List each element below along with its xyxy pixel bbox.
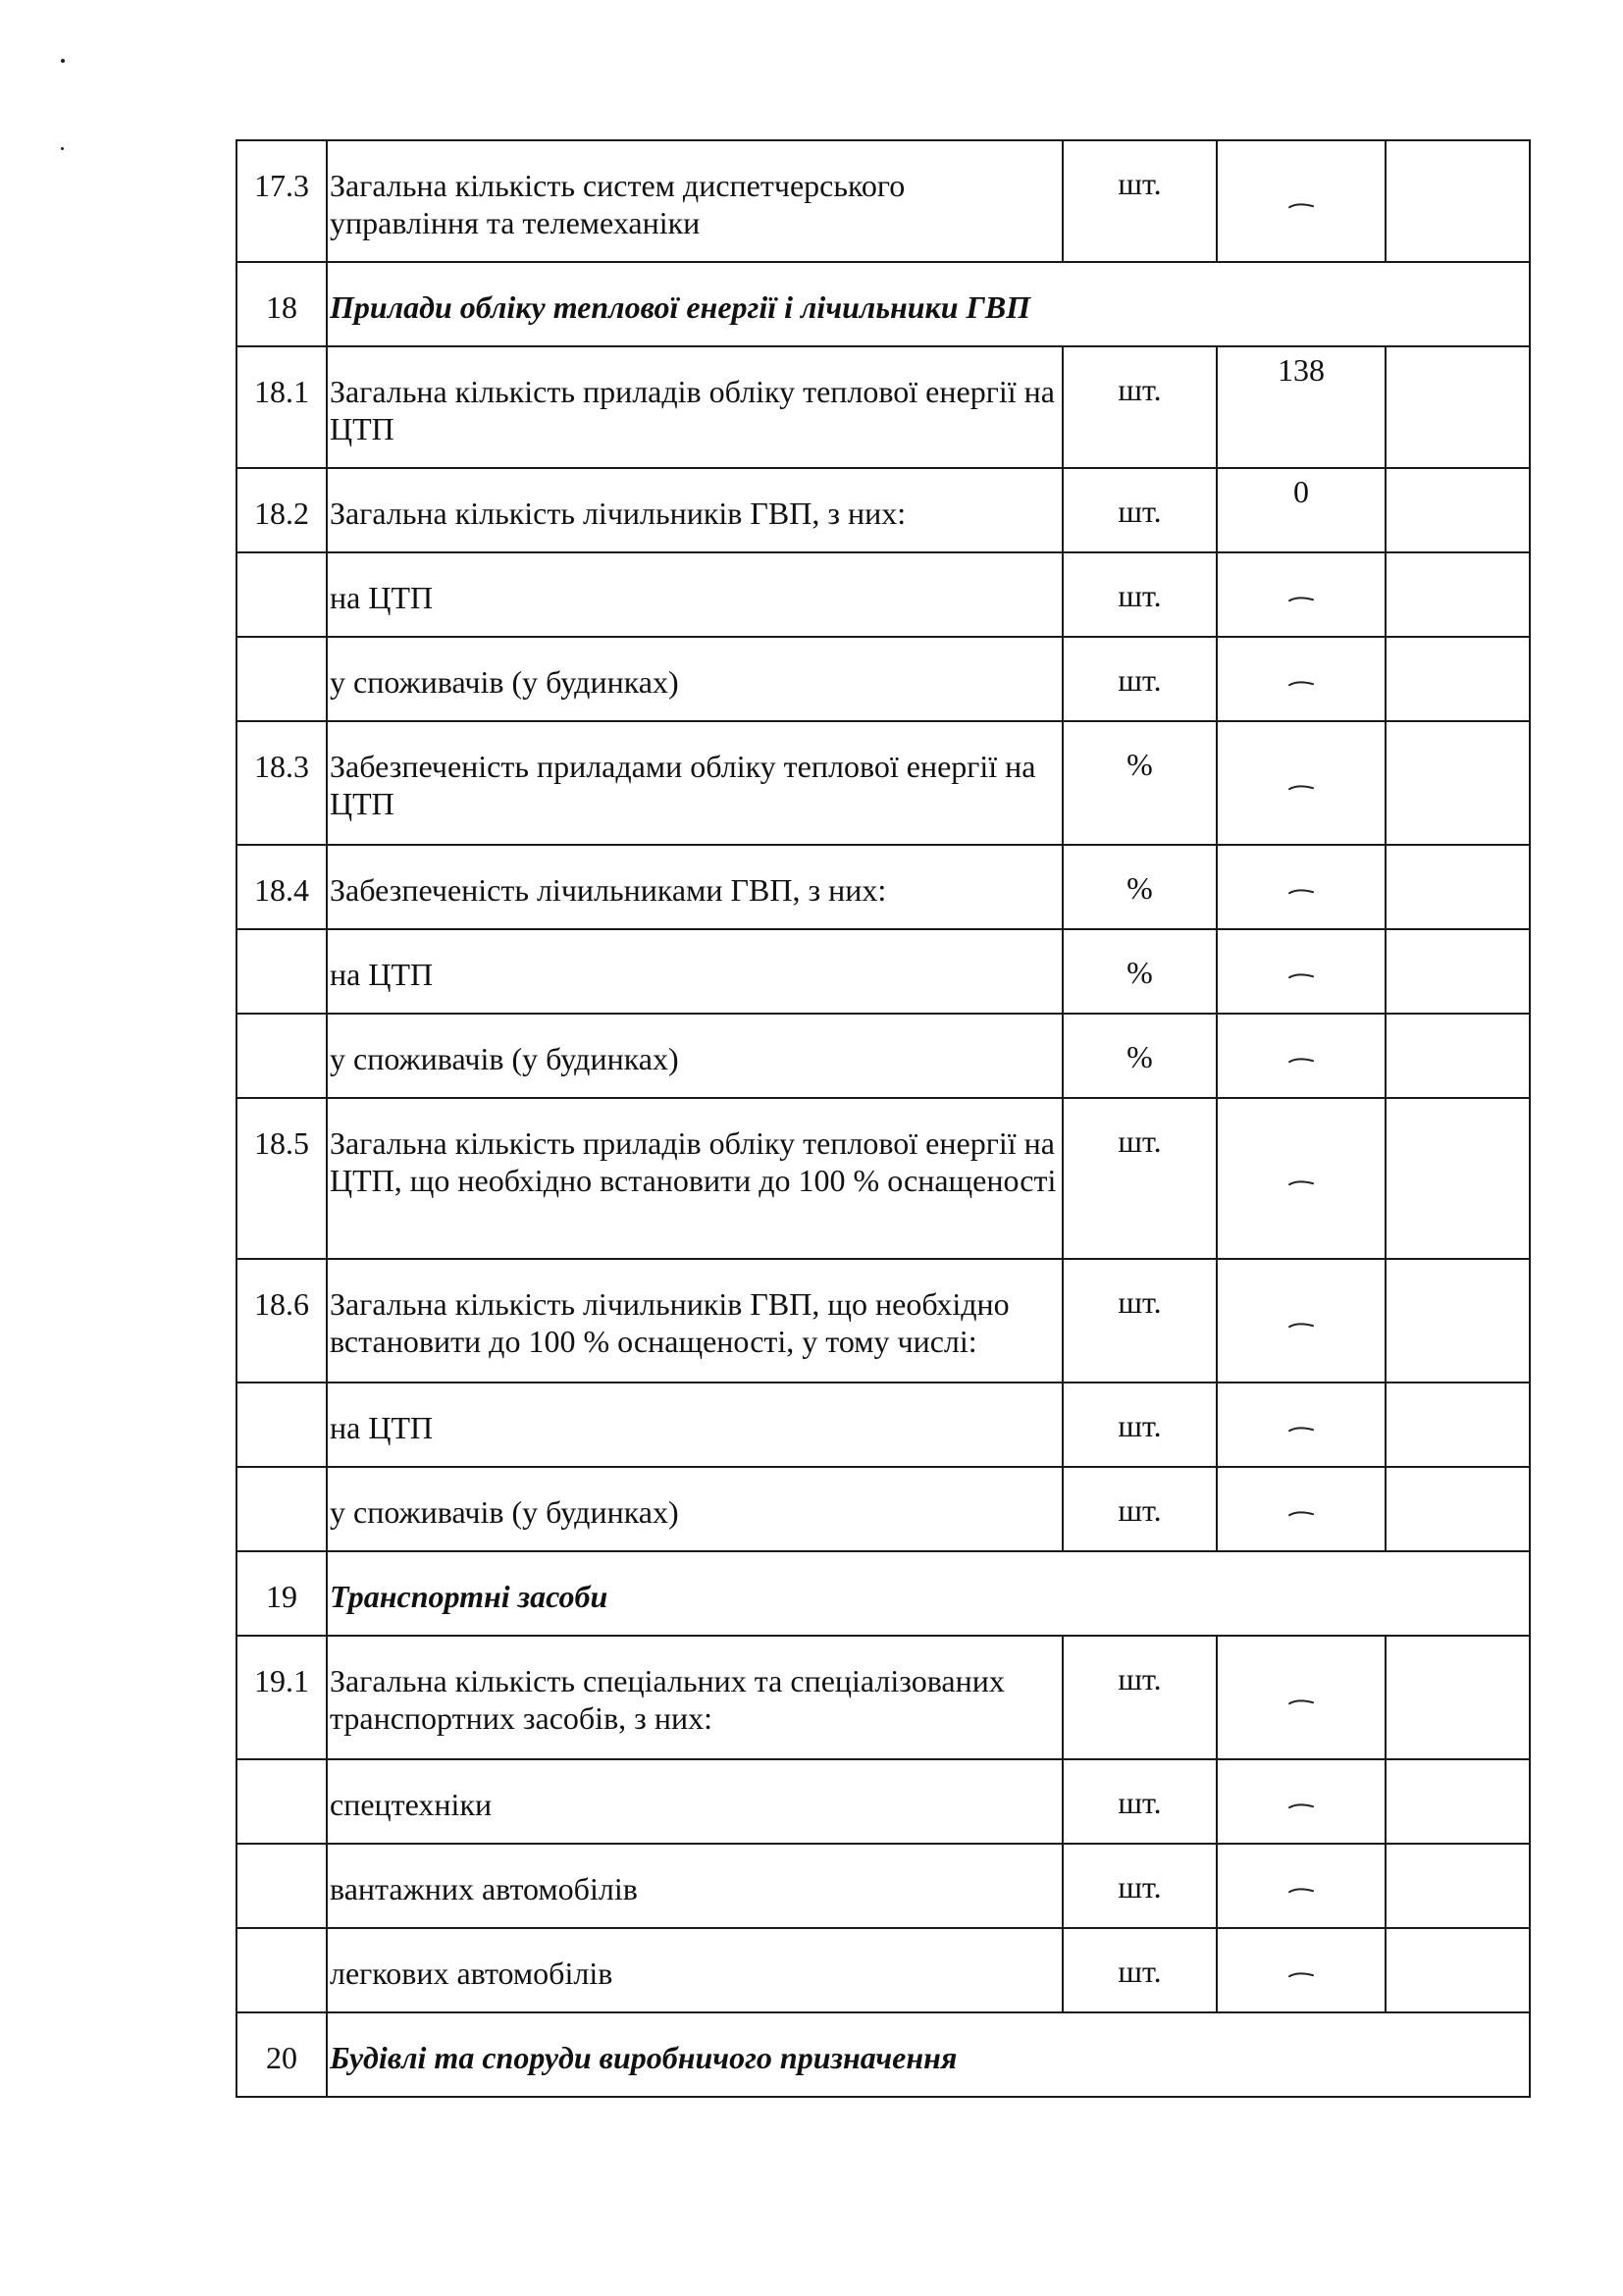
value-cell	[1217, 468, 1386, 552]
handwritten-dash-icon	[1286, 884, 1316, 898]
row-number: 18.1	[236, 346, 327, 468]
table-row	[236, 721, 1530, 845]
indicator-name: вантажних автомобілів	[327, 1844, 1063, 1928]
handwritten-dash-icon	[1286, 1799, 1316, 1812]
indicator-name: на ЦТП	[327, 552, 1063, 637]
unit-cell: шт.	[1063, 1383, 1217, 1467]
unit-cell: шт.	[1063, 1098, 1217, 1259]
section-row	[236, 2012, 1530, 2097]
row-number: 19	[236, 1551, 327, 1636]
row-number	[236, 1844, 327, 1928]
value-cell	[1217, 929, 1386, 1014]
value-cell	[1217, 1467, 1386, 1551]
row-number	[236, 1928, 327, 2012]
indicator-name: Загальна кількість приладів обліку теплової енергії на ЦТП	[327, 346, 1063, 468]
empty-cell	[1386, 929, 1530, 1014]
value-cell	[1217, 845, 1386, 929]
row-number: 18.2	[236, 468, 327, 552]
section-row	[236, 1551, 1530, 1636]
row-number	[236, 1467, 327, 1551]
empty-cell	[1386, 1383, 1530, 1467]
indicator-name: спецтехніки	[327, 1759, 1063, 1844]
empty-cell	[1386, 346, 1530, 468]
empty-cell	[1386, 1759, 1530, 1844]
unit-cell: %	[1063, 1014, 1217, 1098]
handwritten-dash-icon	[1286, 198, 1316, 212]
value-cell	[1217, 721, 1386, 845]
value-cell	[1217, 637, 1386, 721]
row-number: 18	[236, 262, 327, 346]
table-row	[236, 140, 1530, 262]
document-page	[236, 139, 1529, 2098]
unit-cell: шт.	[1063, 1467, 1217, 1551]
value-cell	[1217, 1383, 1386, 1467]
table-row	[236, 845, 1530, 929]
section-title: Будівлі та споруди виробничого призначення	[327, 2012, 1530, 2097]
indicator-name: Загальна кількість приладів обліку теплової енергії на ЦТП, що необхідно встановити до 100 % оснащеності	[327, 1098, 1063, 1259]
indicator-name: Забезпеченість приладами обліку теплової енергії на ЦТП	[327, 721, 1063, 845]
value-cell	[1217, 1098, 1386, 1259]
indicator-name: на ЦТП	[327, 1383, 1063, 1467]
empty-cell	[1386, 1467, 1530, 1551]
unit-cell: шт.	[1063, 346, 1217, 468]
handwritten-dash-icon	[1286, 968, 1316, 982]
unit-cell: шт.	[1063, 637, 1217, 721]
row-number	[236, 1759, 327, 1844]
handwritten-dash-icon	[1286, 1506, 1316, 1520]
unit-cell: шт.	[1063, 1844, 1217, 1928]
indicator-name: Загальна кількість систем диспетчерського управління та телемеханіки	[327, 140, 1063, 262]
table-row	[236, 1844, 1530, 1928]
value-number: 138	[1278, 352, 1325, 388]
unit-cell: %	[1063, 721, 1217, 845]
indicators-table	[236, 139, 1531, 2098]
value-cell	[1217, 1014, 1386, 1098]
value-number: 0	[1293, 474, 1309, 509]
unit-cell: шт.	[1063, 1636, 1217, 1759]
unit-cell: шт.	[1063, 468, 1217, 552]
section-title: Прилади обліку теплової енергії і лічильники ГВП	[327, 262, 1530, 346]
value-cell	[1217, 1636, 1386, 1759]
row-number: 17.3	[236, 140, 327, 262]
handwritten-dash-icon	[1286, 1695, 1316, 1708]
indicator-name: у споживачів (у будинках)	[327, 1467, 1063, 1551]
table-row	[236, 1014, 1530, 1098]
table-row	[236, 468, 1530, 552]
row-number	[236, 552, 327, 637]
table-row	[236, 1759, 1530, 1844]
value-cell	[1217, 346, 1386, 468]
empty-cell	[1386, 1844, 1530, 1928]
value-cell	[1217, 140, 1386, 262]
table-body	[236, 140, 1530, 2097]
empty-cell	[1386, 721, 1530, 845]
row-number	[236, 637, 327, 721]
table-row	[236, 346, 1530, 468]
empty-cell	[1386, 1928, 1530, 2012]
table-row	[236, 1383, 1530, 1467]
empty-cell	[1386, 637, 1530, 721]
indicator-name: Загальна кількість лічильників ГВП, з них:	[327, 468, 1063, 552]
handwritten-dash-icon	[1286, 1422, 1316, 1435]
indicator-name: у споживачів (у будинках)	[327, 1014, 1063, 1098]
empty-cell	[1386, 1259, 1530, 1383]
table-row	[236, 1259, 1530, 1383]
row-number: 18.3	[236, 721, 327, 845]
handwritten-dash-icon	[1286, 1883, 1316, 1897]
unit-cell: шт.	[1063, 1759, 1217, 1844]
empty-cell	[1386, 1636, 1530, 1759]
row-number	[236, 929, 327, 1014]
unit-cell: %	[1063, 929, 1217, 1014]
row-number: 19.1	[236, 1636, 327, 1759]
handwritten-dash-icon	[1286, 592, 1316, 605]
handwritten-dash-icon	[1286, 1175, 1316, 1189]
value-cell	[1217, 552, 1386, 637]
empty-cell	[1386, 1014, 1530, 1098]
handwritten-dash-icon	[1286, 676, 1316, 690]
unit-cell: %	[1063, 845, 1217, 929]
row-number: 18.5	[236, 1098, 327, 1259]
handwritten-dash-icon	[1286, 780, 1316, 794]
empty-cell	[1386, 845, 1530, 929]
indicator-name: Забезпеченість лічильниками ГВП, з них:	[327, 845, 1063, 929]
scan-speck	[61, 147, 64, 150]
unit-cell: шт.	[1063, 1928, 1217, 2012]
value-cell	[1217, 1259, 1386, 1383]
unit-cell: шт.	[1063, 552, 1217, 637]
section-row	[236, 262, 1530, 346]
unit-cell: шт.	[1063, 140, 1217, 262]
section-title: Транспортні засоби	[327, 1551, 1530, 1636]
indicator-name: Загальна кількість лічильників ГВП, що необхідно встановити до 100 % оснащеності, у тому числі:	[327, 1259, 1063, 1383]
handwritten-dash-icon	[1286, 1318, 1316, 1331]
table-row	[236, 1928, 1530, 2012]
table-row	[236, 929, 1530, 1014]
table-row	[236, 637, 1530, 721]
indicator-name: Загальна кількість спеціальних та спеціалізованих транспортних засобів, з них:	[327, 1636, 1063, 1759]
empty-cell	[1386, 140, 1530, 262]
empty-cell	[1386, 552, 1530, 637]
handwritten-dash-icon	[1286, 1967, 1316, 1981]
table-row	[236, 1636, 1530, 1759]
value-cell	[1217, 1928, 1386, 2012]
row-number: 18.4	[236, 845, 327, 929]
row-number	[236, 1014, 327, 1098]
indicator-name: легкових автомобілів	[327, 1928, 1063, 2012]
row-number: 20	[236, 2012, 327, 2097]
table-row	[236, 1098, 1530, 1259]
table-row	[236, 1467, 1530, 1551]
value-cell	[1217, 1759, 1386, 1844]
scan-speck	[61, 59, 65, 63]
empty-cell	[1386, 1098, 1530, 1259]
row-number: 18.6	[236, 1259, 327, 1383]
indicator-name: на ЦТП	[327, 929, 1063, 1014]
empty-cell	[1386, 468, 1530, 552]
value-cell	[1217, 1844, 1386, 1928]
unit-cell: шт.	[1063, 1259, 1217, 1383]
handwritten-dash-icon	[1286, 1053, 1316, 1067]
indicator-name: у споживачів (у будинках)	[327, 637, 1063, 721]
row-number	[236, 1383, 327, 1467]
table-row	[236, 552, 1530, 637]
